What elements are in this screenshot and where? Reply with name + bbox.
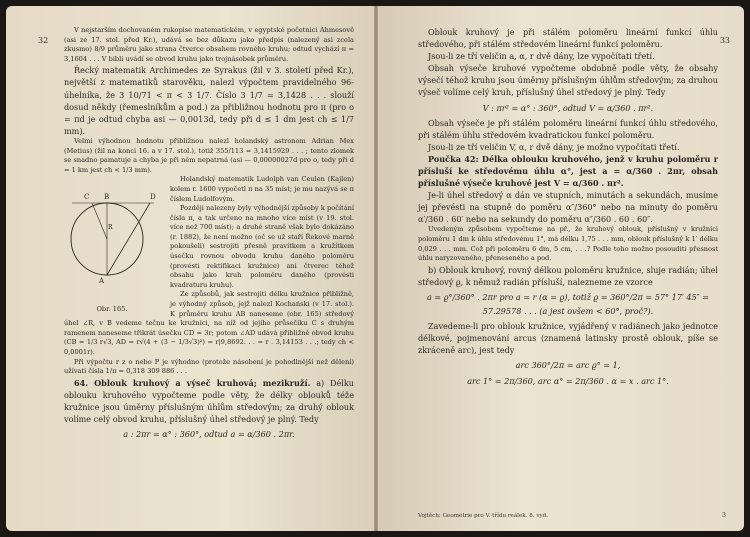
paragraph: Zavedeme-li pro oblouk kružnice, vyjádřený v radiánech jako jednotce délkové, pojmenování arcus (znamená latinsky prostě oblouk, píše se zkráceně arc), jest tedy <box>418 320 718 356</box>
right-page <box>376 6 744 531</box>
paragraph: Řecký matematik Archimedes ze Syrakus (žil v 3. století před Kr.), největší z matematiků starověku, nalezl výpočtem pravidelného 96-úhelníka, že 3 10/71 < π < 3 1/7. Číslo 3 1/7 = 3,1428 . . . slouží dosud někdy (řemeslníkům a pod.) za přibližnou hodnotu pro π (pro o = πd je odtud chyba asi — 0,0013d, tedy při d ≤ 1 dm jest ch ≤ 1/7 mm). <box>64 65 354 136</box>
equation-arcus-1: arc 360°/2π = arc ϱ° = 1, <box>515 360 621 371</box>
figure-165 <box>62 177 162 315</box>
page-number-left: 32 <box>38 36 49 45</box>
radius-c <box>92 203 107 239</box>
segment-ad <box>107 203 150 275</box>
section-64 <box>64 377 354 425</box>
signature-number: 3 <box>722 512 726 519</box>
equation-radian: a = ϱ°/360° . 2πr pro a = r (α = ϱ), totiž ϱ = 360°/2π = 57° 17′ 45″ = 57.29578 . . . (a jest ovšem < 60°, proč?). <box>426 291 710 316</box>
label-a: A <box>99 277 105 286</box>
label-d: D <box>150 193 156 202</box>
circle-diagram <box>62 177 162 297</box>
section-body: a) Délku oblouku kruhového vypočteme podle věty, že délky oblouků téže kružnice jsou úměrny příslušným úhlům středovým; za druhý oblouk volíme celý obvod kruhu, příslušný úhel středový je plný. Tedy <box>64 377 354 425</box>
figure-caption: Obr. 165. <box>96 305 128 314</box>
paragraph: Obsah výseče je při stálém poloměru lineární funkcí úhlu středového, při stálém úhlu středovém kvadratickou funkcí poloměru. <box>418 117 718 140</box>
equation-arcus-2: arc 1° = 2π/360, arc α° = 2π/360 . α = x . arc 1°. <box>467 376 669 387</box>
paragraph: Při výpočtu r z o nebo P je výhodno (protože násobení je pohodlnější než dělení) užívati čísla 1/π = 0,318 309 886 . . . <box>64 357 354 376</box>
theorem-42: Poučka 42: Délka oblouku kruhového, jenž v kruhu poloměru r přísluší ke středovému úhlu α°, jest a = α/360 . 2πr, obsah příslušné výseče kruhové jest V = α/360 . πr². <box>418 153 718 189</box>
equation-sector: V : πr² = α° : 360°, odtud V = α/360 . πr². <box>482 102 654 113</box>
page-number-right: 33 <box>719 36 730 45</box>
label-c: C <box>84 193 90 202</box>
page-footer: Vojtěch: Geometrie pro V. třídu reálek. 8. vyd. <box>418 513 548 519</box>
paragraph: b) Oblouk kruhový, rovný délkou poloměru kružnice, sluje radián; úhel středový ϱ, k němuž radián přísluší, nalezneme ze vzorce <box>418 264 718 287</box>
paragraph: Je-li úhel středový α dán ve stupních, minutách a sekundách, musíme jej převésti na stupně do poměru α″/360° nebo na minuty do poměru α′/360 . 60′ nebo na sekundy do poměru α″/360 . 60 . 60″. <box>418 190 718 225</box>
paragraph: Uvedeným způsobem vypočteme na př., že kruhový oblouk, příslušný v kružnici poloměru 1 dm k úhlu středovému 1°, má délku 1,75 . . . mm, oblouk příslušný k 1′ délku 0,029 . . . mm. Což při poloměru 6 dm, 5 cm, . . .? Podle toho možno posouditi přesnost úhlu naryzovaného, přeneseného a pod. <box>418 225 718 263</box>
paragraph: Později nalezeny byly výhodnější způsoby k počítání čísla π, a tak určeno na mnoho více míst (v 19. stol. více než 700 míst); a druhé straně však bylo dokázáno (r. 1882), že není možno (oč se už staří Řekové marně pokoušeli) sestrojiti přesně pravítkem a kružítkem úsečku rovnou obvodu kruhu daného poloměru (provésti rektifikaci kružnice) ani čtverec téhož obsahu jako kruh poloměru daného (provésti kvadraturu kruhu). <box>170 204 354 289</box>
equation-arc: a : 2πr = α° : 360°, odtud a = α/360 . 2πr. <box>123 429 295 440</box>
paragraph: V nejstarším dochovaném rukopise matematickém, v egyptské početnici Ahmesově (asi ze 17. stol. před Kr.), udává se bez důkazu jako předpis (nalezený asi zcela zkusmo) 8/9 průměru jako strana čtverce obsahem rovného kruhu; odtud vychází π = 3,1604 . . . V bibli uvádí se obvod kruhu jako trojnásobek průměru. <box>64 26 354 63</box>
paragraph: Ze způsobů, jak sestrojiti délku kružnice přibližně, je výhodný způsob, jejž nalezl Kochański (v 17. stol.). K průměru kruhu AB naneseme (obr. 165) středový úhel ∠R, v B vedeme tečnu ke kružnici, na níž od jejího průsečíku C s druhým ramenem naneseme třikrát úsečku CD = 3r; potom ∠AD udává přibližně obvod kruhu (CB = 1/3 r√3, AD = r√(4 + (3 − 1/3√3)²) = r|9,8692. . . = r . 3,14153 . . .; tedy ch < 0,0001r). <box>64 290 354 356</box>
paragraph: Jsou-li ze tří veličin a, α, r dvě dány, lze vypočítati třetí. <box>428 51 655 62</box>
book-spine <box>374 6 378 531</box>
paragraph: Obsah výseče kruhové vypočteme obdobně podle věty, že obsahy výsečí téhož kruhu jsou úměrny příslušným úhlům středovým; za druhou výseč volíme celý kruh, příslušný úhel středový je plný. Tedy <box>418 63 718 98</box>
label-r: R <box>108 224 113 232</box>
label-b: B <box>104 193 110 202</box>
open-book <box>6 6 744 531</box>
paragraph: Oblouk kruhový je při stálém poloměru lineární funkcí úhlu středového, při stálém středovém lineární funkcí poloměru. <box>418 27 718 50</box>
paragraph: Holandský matematik Ludolph van Ceulen (Kajlen) kolem r. 1600 vypočetl π na 35 míst; je mu nazývá se π číslem Ludolfovým. <box>170 175 354 203</box>
left-page <box>6 6 376 531</box>
section-heading: 64. Oblouk kruhový a výseč kruhová; mezikruží. <box>74 377 311 388</box>
paragraph: Velmi výhodnou hodnotu přibližnou nalezl holandský astronom Adrian Mex (Metius) (žil na konci 16. a v 17. stol.), totiž 355/113 = 3,1415929 . . . ; tento zlomek se snadno pamatuje a chyba je při něm nepatrná (asi — 0,00000027d pro o, tedy při d = 1 km jest ch < 1/3 mm). <box>64 136 354 174</box>
paragraph: Jsou-li ze tří veličin V, α, r dvě dány, je možno vypočítati třetí. <box>428 141 680 152</box>
